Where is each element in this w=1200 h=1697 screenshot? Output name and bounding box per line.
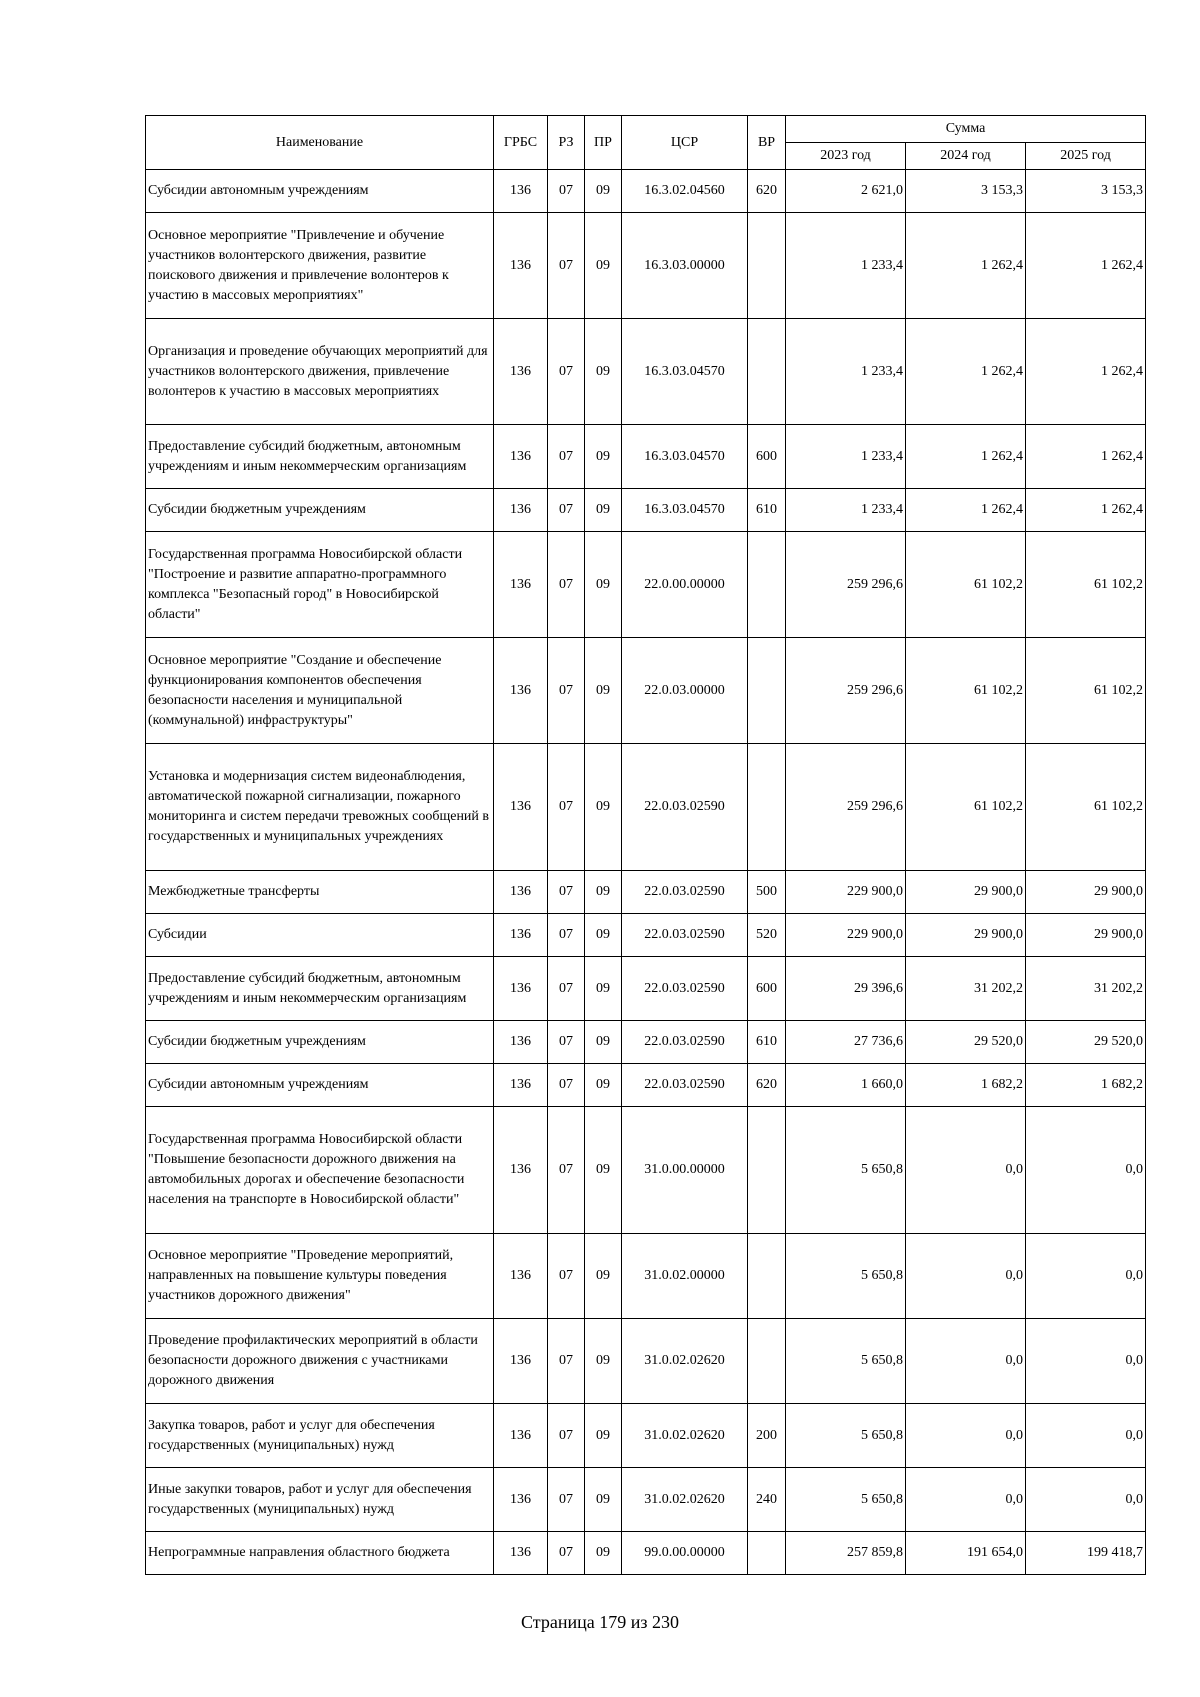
cell-pr: 09	[585, 1234, 622, 1319]
cell-sum-2025: 61 102,2	[1026, 744, 1146, 871]
cell-rz: 07	[548, 1319, 585, 1404]
header-year-2024: 2024 год	[906, 143, 1026, 170]
cell-sum-2023: 2 621,0	[786, 170, 906, 213]
table-row	[146, 1064, 1146, 1107]
cell-sum-2023: 5 650,8	[786, 1234, 906, 1319]
cell-grbs: 136	[494, 1468, 548, 1532]
cell-rz: 07	[548, 1468, 585, 1532]
cell-pr: 09	[585, 170, 622, 213]
cell-sum-2025: 1 262,4	[1026, 489, 1146, 532]
cell-pr: 09	[585, 871, 622, 914]
budget-table	[145, 115, 1146, 1575]
cell-sum-2023: 259 296,6	[786, 532, 906, 638]
header-name: Наименование	[146, 116, 494, 170]
cell-rz: 07	[548, 638, 585, 744]
table-row	[146, 1319, 1146, 1404]
cell-pr: 09	[585, 1319, 622, 1404]
cell-grbs: 136	[494, 1107, 548, 1234]
cell-pr: 09	[585, 914, 622, 957]
cell-sum-2023: 27 736,6	[786, 1021, 906, 1064]
cell-sum-2023: 5 650,8	[786, 1319, 906, 1404]
cell-rz: 07	[548, 319, 585, 425]
cell-sum-2023: 1 233,4	[786, 319, 906, 425]
cell-rz: 07	[548, 744, 585, 871]
cell-pr: 09	[585, 489, 622, 532]
cell-rz: 07	[548, 425, 585, 489]
cell-sum-2024: 1 262,4	[906, 489, 1026, 532]
cell-name: Проведение профилактических мероприятий в области безопасности дорожного движения с участниками дорожного движения	[146, 1319, 494, 1404]
cell-name: Субсидии бюджетным учреждениям	[146, 1021, 494, 1064]
cell-pr: 09	[585, 425, 622, 489]
cell-sum-2023: 1 660,0	[786, 1064, 906, 1107]
table-row	[146, 532, 1146, 638]
cell-sum-2024: 0,0	[906, 1107, 1026, 1234]
cell-pr: 09	[585, 1532, 622, 1575]
cell-sum-2024: 1 262,4	[906, 425, 1026, 489]
cell-sum-2023: 5 650,8	[786, 1107, 906, 1234]
cell-sum-2024: 1 682,2	[906, 1064, 1026, 1107]
cell-sum-2023: 1 233,4	[786, 425, 906, 489]
cell-sum-2023: 229 900,0	[786, 871, 906, 914]
cell-grbs: 136	[494, 914, 548, 957]
cell-sum-2023: 229 900,0	[786, 914, 906, 957]
cell-sum-2023: 257 859,8	[786, 1532, 906, 1575]
cell-name: Субсидии автономным учреждениям	[146, 170, 494, 213]
cell-pr: 09	[585, 638, 622, 744]
cell-csr: 16.3.03.04570	[622, 319, 748, 425]
cell-sum-2025: 29 900,0	[1026, 914, 1146, 957]
cell-sum-2023: 1 233,4	[786, 213, 906, 319]
cell-csr: 22.0.03.02590	[622, 957, 748, 1021]
cell-vr: 610	[748, 1021, 786, 1064]
cell-rz: 07	[548, 1021, 585, 1064]
cell-rz: 07	[548, 1404, 585, 1468]
cell-grbs: 136	[494, 1319, 548, 1404]
cell-grbs: 136	[494, 1404, 548, 1468]
cell-sum-2024: 191 654,0	[906, 1532, 1026, 1575]
cell-sum-2025: 3 153,3	[1026, 170, 1146, 213]
cell-vr	[748, 1107, 786, 1234]
cell-sum-2024: 61 102,2	[906, 744, 1026, 871]
table-row	[146, 871, 1146, 914]
cell-pr: 09	[585, 532, 622, 638]
header-vr: ВР	[748, 116, 786, 170]
cell-pr: 09	[585, 213, 622, 319]
cell-grbs: 136	[494, 1532, 548, 1575]
cell-sum-2024: 61 102,2	[906, 638, 1026, 744]
cell-rz: 07	[548, 1064, 585, 1107]
cell-rz: 07	[548, 914, 585, 957]
cell-grbs: 136	[494, 1021, 548, 1064]
table-row	[146, 213, 1146, 319]
cell-sum-2025: 1 262,4	[1026, 425, 1146, 489]
cell-csr: 31.0.02.02620	[622, 1468, 748, 1532]
cell-name: Государственная программа Новосибирской области "Повышение безопасности дорожного движения на автомобильных дорогах и обеспечение безопасности населения на транспорте в Новосибирской области"	[146, 1107, 494, 1234]
cell-sum-2025: 0,0	[1026, 1234, 1146, 1319]
cell-sum-2025: 0,0	[1026, 1319, 1146, 1404]
cell-pr: 09	[585, 1468, 622, 1532]
cell-csr: 16.3.02.04560	[622, 170, 748, 213]
cell-csr: 16.3.03.04570	[622, 425, 748, 489]
cell-sum-2024: 0,0	[906, 1234, 1026, 1319]
table-row	[146, 170, 1146, 213]
table-header	[146, 116, 1146, 170]
table-row	[146, 1234, 1146, 1319]
table-row	[146, 957, 1146, 1021]
cell-csr: 22.0.00.00000	[622, 532, 748, 638]
cell-name: Субсидии	[146, 914, 494, 957]
cell-name: Межбюджетные трансферты	[146, 871, 494, 914]
page-number: Страница 179 из 230	[521, 1612, 679, 1632]
cell-vr: 240	[748, 1468, 786, 1532]
cell-grbs: 136	[494, 1234, 548, 1319]
cell-sum-2024: 31 202,2	[906, 957, 1026, 1021]
cell-sum-2025: 29 900,0	[1026, 871, 1146, 914]
cell-pr: 09	[585, 1021, 622, 1064]
cell-name: Иные закупки товаров, работ и услуг для обеспечения государственных (муниципальных) нужд	[146, 1468, 494, 1532]
cell-csr: 16.3.03.04570	[622, 489, 748, 532]
cell-name: Организация и проведение обучающих мероприятий для участников волонтерского движения, привлечение волонтеров к участию в массовых мероприятиях	[146, 319, 494, 425]
cell-sum-2023: 259 296,6	[786, 744, 906, 871]
cell-csr: 22.0.03.02590	[622, 1021, 748, 1064]
table-row	[146, 1468, 1146, 1532]
cell-pr: 09	[585, 1107, 622, 1234]
cell-name: Государственная программа Новосибирской области "Построение и развитие аппаратно-программного комплекса "Безопасный город" в Новосибирской области"	[146, 532, 494, 638]
cell-sum-2024: 0,0	[906, 1319, 1026, 1404]
cell-sum-2024: 3 153,3	[906, 170, 1026, 213]
cell-grbs: 136	[494, 319, 548, 425]
cell-sum-2024: 29 520,0	[906, 1021, 1026, 1064]
cell-vr	[748, 638, 786, 744]
cell-csr: 22.0.03.02590	[622, 744, 748, 871]
cell-csr: 31.0.00.00000	[622, 1107, 748, 1234]
header-pr: ПР	[585, 116, 622, 170]
cell-grbs: 136	[494, 1064, 548, 1107]
cell-vr: 620	[748, 170, 786, 213]
table-row	[146, 1532, 1146, 1575]
cell-csr: 22.0.03.02590	[622, 914, 748, 957]
table-row	[146, 425, 1146, 489]
cell-vr: 520	[748, 914, 786, 957]
cell-csr: 16.3.03.00000	[622, 213, 748, 319]
cell-sum-2023: 259 296,6	[786, 638, 906, 744]
header-year-2023: 2023 год	[786, 143, 906, 170]
cell-sum-2024: 0,0	[906, 1404, 1026, 1468]
header-sum: Сумма	[786, 116, 1146, 143]
cell-csr: 22.0.03.02590	[622, 871, 748, 914]
cell-vr: 610	[748, 489, 786, 532]
cell-pr: 09	[585, 1404, 622, 1468]
cell-sum-2025: 1 262,4	[1026, 213, 1146, 319]
cell-grbs: 136	[494, 213, 548, 319]
cell-vr: 200	[748, 1404, 786, 1468]
cell-sum-2025: 0,0	[1026, 1107, 1146, 1234]
cell-pr: 09	[585, 957, 622, 1021]
cell-sum-2025: 1 682,2	[1026, 1064, 1146, 1107]
cell-csr: 99.0.00.00000	[622, 1532, 748, 1575]
cell-sum-2024: 61 102,2	[906, 532, 1026, 638]
cell-pr: 09	[585, 744, 622, 871]
cell-csr: 31.0.02.02620	[622, 1319, 748, 1404]
cell-csr: 22.0.03.00000	[622, 638, 748, 744]
cell-vr	[748, 744, 786, 871]
cell-rz: 07	[548, 489, 585, 532]
cell-grbs: 136	[494, 425, 548, 489]
cell-vr	[748, 1234, 786, 1319]
cell-vr	[748, 532, 786, 638]
cell-vr	[748, 1532, 786, 1575]
cell-vr: 620	[748, 1064, 786, 1107]
cell-rz: 07	[548, 1532, 585, 1575]
cell-name: Основное мероприятие "Создание и обеспечение функционирования компонентов обеспечения безопасности населения и муниципальной (коммунальной) инфраструктуры"	[146, 638, 494, 744]
cell-vr: 600	[748, 957, 786, 1021]
cell-name: Предоставление субсидий бюджетным, автономным учреждениям и иным некоммерческим организациям	[146, 425, 494, 489]
cell-vr	[748, 319, 786, 425]
cell-csr: 31.0.02.00000	[622, 1234, 748, 1319]
cell-sum-2025: 1 262,4	[1026, 319, 1146, 425]
cell-vr	[748, 1319, 786, 1404]
cell-sum-2024: 1 262,4	[906, 213, 1026, 319]
cell-name: Субсидии бюджетным учреждениям	[146, 489, 494, 532]
cell-grbs: 136	[494, 170, 548, 213]
cell-name: Основное мероприятие "Привлечение и обучение участников волонтерского движения, развитие поискового движения и привлечение волонтеров к участию в массовых мероприятиях"	[146, 213, 494, 319]
cell-rz: 07	[548, 213, 585, 319]
cell-sum-2024: 1 262,4	[906, 319, 1026, 425]
table-row	[146, 914, 1146, 957]
cell-name: Предоставление субсидий бюджетным, автономным учреждениям и иным некоммерческим организациям	[146, 957, 494, 1021]
table-row	[146, 744, 1146, 871]
cell-rz: 07	[548, 532, 585, 638]
cell-rz: 07	[548, 1234, 585, 1319]
cell-sum-2024: 29 900,0	[906, 871, 1026, 914]
header-csr: ЦСР	[622, 116, 748, 170]
table-body	[146, 170, 1146, 1575]
header-year-2025: 2025 год	[1026, 143, 1146, 170]
cell-grbs: 136	[494, 744, 548, 871]
cell-vr: 600	[748, 425, 786, 489]
cell-sum-2025: 0,0	[1026, 1468, 1146, 1532]
cell-name: Закупка товаров, работ и услуг для обеспечения государственных (муниципальных) нужд	[146, 1404, 494, 1468]
cell-sum-2023: 5 650,8	[786, 1404, 906, 1468]
cell-pr: 09	[585, 1064, 622, 1107]
cell-sum-2025: 199 418,7	[1026, 1532, 1146, 1575]
cell-grbs: 136	[494, 638, 548, 744]
cell-name: Установка и модернизация систем видеонаблюдения, автоматической пожарной сигнализации, пожарного мониторинга и систем передачи тревожных сообщений в государственных и муниципальных учреждениях	[146, 744, 494, 871]
table-row	[146, 1404, 1146, 1468]
cell-grbs: 136	[494, 532, 548, 638]
cell-sum-2025: 29 520,0	[1026, 1021, 1146, 1064]
cell-sum-2023: 29 396,6	[786, 957, 906, 1021]
cell-sum-2025: 61 102,2	[1026, 532, 1146, 638]
header-rz: РЗ	[548, 116, 585, 170]
cell-sum-2025: 31 202,2	[1026, 957, 1146, 1021]
cell-name: Основное мероприятие "Проведение мероприятий, направленных на повышение культуры поведения участников дорожного движения"	[146, 1234, 494, 1319]
cell-rz: 07	[548, 957, 585, 1021]
cell-sum-2025: 0,0	[1026, 1404, 1146, 1468]
cell-vr	[748, 213, 786, 319]
cell-sum-2023: 1 233,4	[786, 489, 906, 532]
table-row	[146, 489, 1146, 532]
cell-sum-2024: 0,0	[906, 1468, 1026, 1532]
cell-sum-2023: 5 650,8	[786, 1468, 906, 1532]
cell-sum-2025: 61 102,2	[1026, 638, 1146, 744]
cell-name: Непрограммные направления областного бюджета	[146, 1532, 494, 1575]
cell-grbs: 136	[494, 957, 548, 1021]
cell-pr: 09	[585, 319, 622, 425]
cell-rz: 07	[548, 1107, 585, 1234]
cell-csr: 22.0.03.02590	[622, 1064, 748, 1107]
table-row	[146, 1021, 1146, 1064]
cell-sum-2024: 29 900,0	[906, 914, 1026, 957]
table-row	[146, 1107, 1146, 1234]
cell-name: Субсидии автономным учреждениям	[146, 1064, 494, 1107]
cell-grbs: 136	[494, 871, 548, 914]
cell-rz: 07	[548, 871, 585, 914]
cell-csr: 31.0.02.02620	[622, 1404, 748, 1468]
cell-grbs: 136	[494, 489, 548, 532]
cell-rz: 07	[548, 170, 585, 213]
table-row	[146, 319, 1146, 425]
cell-vr: 500	[748, 871, 786, 914]
header-grbs: ГРБС	[494, 116, 548, 170]
table-row	[146, 638, 1146, 744]
